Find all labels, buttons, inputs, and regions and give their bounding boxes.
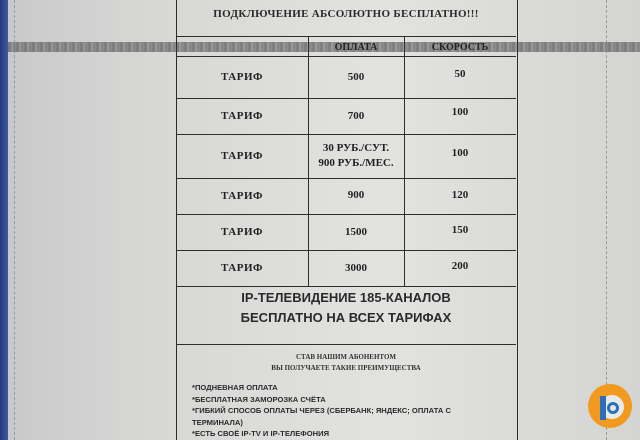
column-header-price: ОПЛАТА xyxy=(334,41,378,53)
table-rule xyxy=(176,286,516,287)
benefit-item: *ГИБКИЙ СПОСОБ ОПЛАТЫ ЧЕРЕЗ (СБЕРБАНК; ЯНДЕКС; ОПЛАТА С xyxy=(192,406,451,415)
benefits-list xyxy=(192,382,514,440)
tariff-name: ТАРИФ xyxy=(221,226,263,238)
benefit-item: *БЕСПЛАТНАЯ ЗАМОРОЗКА СЧЁТА xyxy=(192,394,326,404)
benefits-heading-line: СТАВ НАШИМ АБОНЕНТОМ xyxy=(295,353,397,361)
tariff-price: 500 xyxy=(347,70,365,83)
benefit-item: *ЕСТЬ СВОЁ IP-TV И IP-ТЕЛЕФОНИЯ xyxy=(192,429,330,438)
watermark-logo-icon xyxy=(586,382,634,430)
promo-line: IP-ТЕЛЕВИДЕНИЕ 185-КАНАЛОВ xyxy=(241,290,451,305)
tariff-price: 900 xyxy=(347,188,365,201)
iptv-promo xyxy=(176,288,516,328)
column-header-speed: СКОРОСТЬ xyxy=(431,41,489,53)
tariff-speed: 200 xyxy=(451,259,469,272)
tariff-price: 1500 xyxy=(345,225,367,238)
tariff-speed: 100 xyxy=(451,105,469,118)
promo-line: БЕСПЛАТНО НА ВСЕХ ТАРИФАХ xyxy=(240,310,452,325)
tariff-name: ТАРИФ xyxy=(221,262,263,274)
table-rule xyxy=(176,36,516,37)
binder-edge xyxy=(0,0,8,440)
table-rule xyxy=(176,344,516,345)
benefits-heading-line: ВЫ ПОЛУЧАЕТЕ ТАКИЕ ПРЕИМУЩЕСТВА xyxy=(271,364,421,372)
benefits-heading xyxy=(176,352,516,374)
tariff-name: ТАРИФ xyxy=(221,110,263,122)
tariff-name: ТАРИФ xyxy=(221,190,263,202)
tariff-speed: 150 xyxy=(451,223,469,236)
tariff-price xyxy=(308,134,404,178)
tariff-price: 700 xyxy=(347,109,365,122)
document-title: ПОДКЛЮЧЕНИЕ АБСОЛЮТНО БЕСПЛАТНО!!! xyxy=(213,8,479,20)
tariff-speed: 50 xyxy=(454,67,466,80)
price-daily: 30 РУБ./СУТ. xyxy=(322,142,390,154)
tariff-speed: 120 xyxy=(451,188,469,201)
tariff-name: ТАРИФ xyxy=(221,150,263,162)
margin-line-right xyxy=(606,0,607,440)
price-monthly: 900 РУБ./МЕС. xyxy=(318,157,394,169)
tariff-name: ТАРИФ xyxy=(221,71,263,83)
margin-line-left xyxy=(14,0,15,440)
tariff-document xyxy=(176,0,518,440)
tariff-price: 3000 xyxy=(345,261,367,274)
benefit-item: *ПОДНЕВНАЯ ОПЛАТА xyxy=(192,383,278,392)
benefit-item: ТЕРМИНАЛА) xyxy=(192,417,243,427)
tariff-speed: 100 xyxy=(451,146,469,159)
